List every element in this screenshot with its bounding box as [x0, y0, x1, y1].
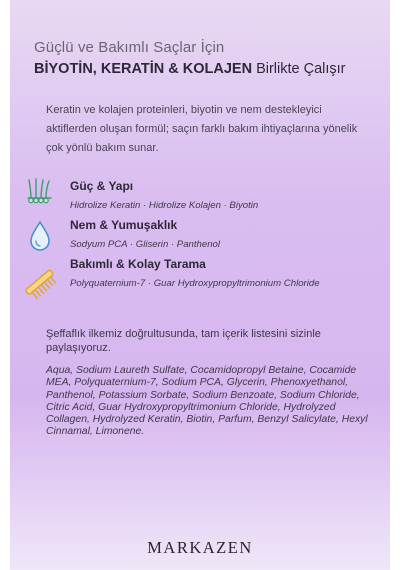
feature-desc: Hidrolize Keratin · Hidrolize Kolajen · Biyotin — [70, 200, 259, 211]
feature-desc: Sodyum PCA · Gliserin · Panthenol — [70, 239, 221, 250]
title-rest: Birlikte Çalışır — [252, 61, 346, 77]
feature-name: Nem & Yumuşaklık — [70, 218, 178, 232]
feature-desc: Polyquaternium-7 · Guar Hydroxypropyltrimonium Chloride — [70, 278, 320, 289]
ingredient-list: Aqua, Sodium Laureth Sulfate, Cocamidopropyl Betaine, Cocamide MEA, Polyquaternium-7, Sodium PCA, Glycerin, Phenoxyethanol, Panthenol, Potassium Sorbate, Sodium Benzoate, Sodium Chloride, Citric Acid, Guar Hydroxypropyltrimonium Chloride, Hydrolyzed Collagen, Hydrolyzed Keratin, Biotin, Parfum, Benzyl Salicylate, Hexyl Cinnamal, Limonene. — [46, 365, 368, 438]
feature-name: Bakımlı & Kolay Tarama — [70, 257, 206, 271]
comb-icon — [22, 265, 58, 306]
title-bold: BİYOTİN, KERATİN & KOLAJEN — [34, 61, 253, 77]
page-title — [34, 61, 346, 77]
water-drop-icon — [28, 220, 52, 257]
transparency-note: Şeffaflık ilkemiz doğrultusunda, tam içerik listesini sizinle paylaşıyoruz. — [46, 328, 321, 354]
ingredient-card — [10, 0, 390, 570]
page-subtitle: Güçlü ve Bakımlı Saçlar İçin — [34, 39, 225, 56]
hair-roots-icon — [26, 177, 54, 210]
brand-logo: MARKAZEN — [147, 538, 253, 557]
feature-name: Güç & Yapı — [70, 179, 134, 193]
intro-text: Keratin ve kolajen proteinleri, biyotin ve nem destekleyici aktiflerden oluşan formül; saçın farklı bakım ihtiyaçlarına yönelik çok yönlü bakım sunar. — [46, 104, 358, 154]
